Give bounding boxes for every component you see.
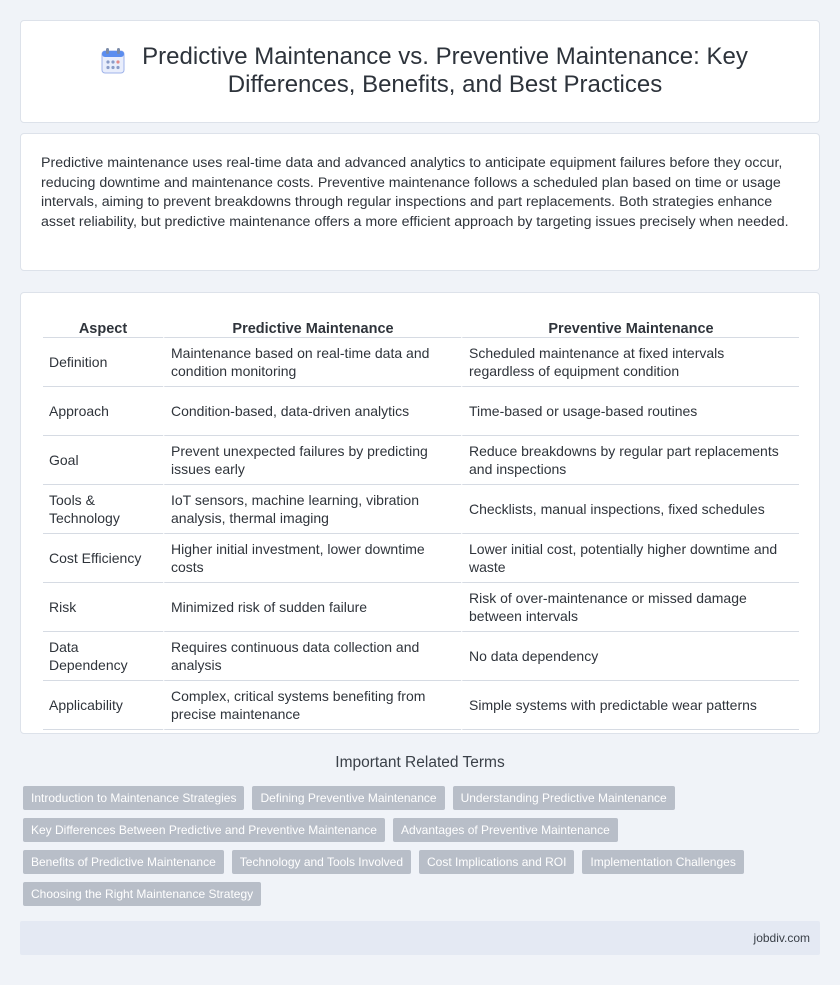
preventive-cell: Lower initial cost, potentially higher downtime and waste	[461, 534, 799, 583]
related-term-tag[interactable]: Understanding Predictive Maintenance	[453, 786, 675, 810]
preventive-cell: Simple systems with predictable wear patterns	[461, 681, 799, 730]
footer	[20, 921, 820, 955]
page-title: Predictive Maintenance vs. Preventive Maintenance: Key Differences, Benefits, and Best Practices	[142, 43, 748, 98]
preventive-cell: Time-based or usage-based routines	[461, 387, 799, 436]
table-row	[43, 681, 799, 730]
intro-card	[20, 133, 820, 271]
header-predictive: Predictive Maintenance	[163, 316, 461, 338]
table-row	[43, 387, 799, 436]
aspect-cell: Data Dependency	[43, 632, 163, 681]
intro-paragraph: Predictive maintenance uses real-time data and advanced analytics to anticipate equipment failures before they occur, reducing downtime and maintenance costs. Preventive maintenance follows a scheduled plan based on time or usage intervals, aiming to prevent breakdowns through regular inspections and part replacements. Both strategies enhance asset reliability, but predictive maintenance offers a more efficient approach by targeting issues precisely when needed.	[41, 155, 789, 230]
predictive-cell: Complex, critical systems benefiting from precise maintenance	[163, 681, 461, 730]
related-term-tag[interactable]: Technology and Tools Involved	[232, 850, 411, 874]
preventive-cell: Checklists, manual inspections, fixed schedules	[461, 485, 799, 534]
header-card	[20, 20, 820, 123]
aspect-cell: Approach	[43, 387, 163, 436]
calendar-icon	[101, 48, 125, 74]
aspect-cell: Risk	[43, 583, 163, 632]
aspect-cell: Goal	[43, 436, 163, 485]
table-row	[43, 338, 799, 387]
related-term-tag[interactable]: Key Differences Between Predictive and Preventive Maintenance	[23, 818, 385, 842]
predictive-cell: Requires continuous data collection and analysis	[163, 632, 461, 681]
aspect-cell: Applicability	[43, 681, 163, 730]
related-term-tag[interactable]: Defining Preventive Maintenance	[252, 786, 444, 810]
aspect-cell: Definition	[43, 338, 163, 387]
preventive-cell: Reduce breakdowns by regular part replacements and inspections	[461, 436, 799, 485]
related-terms-title: Important Related Terms	[335, 754, 505, 771]
footer-site-link[interactable]: jobdiv.com	[753, 931, 810, 945]
comparison-table	[43, 316, 799, 730]
predictive-cell: Condition-based, data-driven analytics	[163, 387, 461, 436]
aspect-cell: Tools & Technology	[43, 485, 163, 534]
table-header-row	[43, 316, 799, 338]
predictive-cell: Maintenance based on real-time data and condition monitoring	[163, 338, 461, 387]
related-term-tag[interactable]: Implementation Challenges	[582, 850, 743, 874]
related-terms-list	[23, 786, 813, 906]
preventive-cell: Scheduled maintenance at fixed intervals regardless of equipment condition	[461, 338, 799, 387]
header-aspect: Aspect	[43, 316, 163, 338]
predictive-cell: Minimized risk of sudden failure	[163, 583, 461, 632]
related-term-tag[interactable]: Choosing the Right Maintenance Strategy	[23, 882, 261, 906]
table-row	[43, 436, 799, 485]
preventive-cell: No data dependency	[461, 632, 799, 681]
comparison-card	[20, 292, 820, 734]
table-row	[43, 632, 799, 681]
related-term-tag[interactable]: Introduction to Maintenance Strategies	[23, 786, 244, 810]
related-term-tag[interactable]: Cost Implications and ROI	[419, 850, 574, 874]
preventive-cell: Risk of over-maintenance or missed damage between intervals	[461, 583, 799, 632]
aspect-cell: Cost Efficiency	[43, 534, 163, 583]
table-row	[43, 534, 799, 583]
table-row	[43, 583, 799, 632]
related-term-tag[interactable]: Advantages of Preventive Maintenance	[393, 818, 618, 842]
header-preventive: Preventive Maintenance	[461, 316, 799, 338]
predictive-cell: Higher initial investment, lower downtime costs	[163, 534, 461, 583]
related-term-tag[interactable]: Benefits of Predictive Maintenance	[23, 850, 224, 874]
predictive-cell: Prevent unexpected failures by predicting issues early	[163, 436, 461, 485]
table-row	[43, 485, 799, 534]
predictive-cell: IoT sensors, machine learning, vibration analysis, thermal imaging	[163, 485, 461, 534]
